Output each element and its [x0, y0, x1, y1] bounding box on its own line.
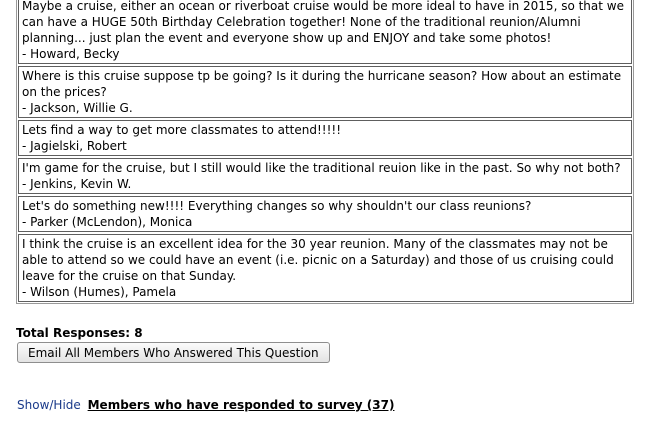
response-author: - Howard, Becky: [22, 47, 120, 61]
members-responded-link[interactable]: Members who have responded to survey (37): [87, 398, 395, 412]
response-author: - Jagielski, Robert: [22, 139, 127, 153]
response-item: [18, 196, 632, 232]
response-author: - Jenkins, Kevin W.: [22, 177, 132, 191]
response-text: I'm game for the cruise, but I still would like the traditional reuion like in the past. So why not both?: [22, 161, 621, 175]
response-author: - Jackson, Willie G.: [22, 101, 133, 115]
response-item: [18, 0, 632, 64]
email-members-button[interactable]: Email All Members Who Answered This Question: [17, 342, 330, 363]
members-toggle-row: [17, 397, 394, 413]
response-author: - Parker (McLendon), Monica: [22, 215, 193, 229]
response-text: Let's do something new!!!! Everything changes so why shouldn't our class reunions?: [22, 199, 532, 213]
response-text: I think the cruise is an excellent idea for the 30 year reunion. Many of the classmates may not be able to attend so we could have an event (i.e. picnic on a Saturday) and those of us cruising could leave for the cruise on that Sunday.: [22, 237, 614, 283]
response-author: - Wilson (Humes), Pamela: [22, 285, 177, 299]
total-responses: Total Responses: 8: [16, 326, 143, 340]
response-text: Where is this cruise suppose tp be going? Is it during the hurricane season? How about an estimate on the prices?: [22, 69, 622, 99]
responses-list: [16, 0, 634, 304]
response-item: [18, 120, 632, 156]
response-item: [18, 234, 632, 302]
response-item: [18, 158, 632, 194]
response-text: Lets find a way to get more classmates to attend!!!!!: [22, 123, 342, 137]
response-text: Maybe a cruise, either an ocean or riverboat cruise would be more ideal to have in 2015, so that we can have a HUGE 50th Birthday Celebration together! None of the traditional reunion/Alumni planning... just plan the event and everyone show up and ENJOY and take some photos!: [22, 0, 624, 45]
show-hide-toggle[interactable]: Show/Hide: [17, 398, 81, 412]
response-item: [18, 66, 632, 118]
